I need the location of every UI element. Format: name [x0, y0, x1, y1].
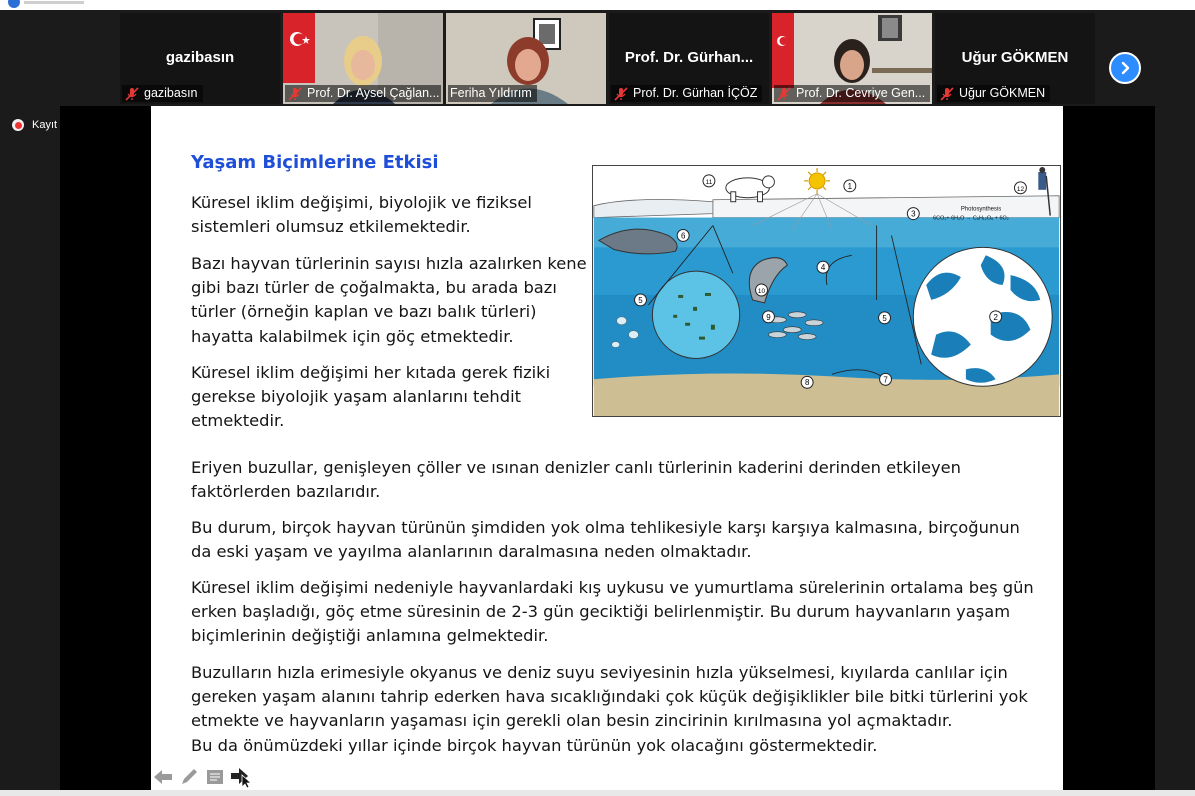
- participant-name-label: [122, 85, 203, 102]
- photosynthesis-equation: 6CO₂+ 6H₂O → C₆H₁₂O₆ + 6O₂: [933, 215, 1009, 222]
- photosynthesis-label: Photosynthesis: [960, 206, 1002, 213]
- svg-text:10: 10: [757, 287, 766, 295]
- svg-text:2: 2: [993, 312, 998, 322]
- participant-name-label: [937, 85, 1050, 102]
- next-participants-button[interactable]: [1109, 52, 1141, 84]
- mic-muted-icon: [124, 87, 140, 101]
- svg-text:4: 4: [820, 263, 826, 273]
- svg-text:6: 6: [680, 231, 686, 241]
- svg-text:5: 5: [638, 295, 643, 305]
- slide-paragraph: Bu durum, birçok hayvan türünün şimdiden yok olma tehlikesiyle karşı karşıya kalmasına, birçoğunun da eski yaşam ve yayılma alanlarının daralmasına neden olmaktadır.: [191, 518, 1020, 562]
- participant-tile-gazibasin[interactable]: [120, 13, 280, 104]
- participant-name-label: [448, 85, 537, 102]
- slide-paragraph-last-line: Bu da önümüzdeki yıllar içinde birçok hayvan türünün yok olacağını göstermektedir.: [191, 735, 878, 755]
- participant-strip: [0, 10, 1195, 106]
- mic-muted-icon: [776, 87, 792, 101]
- recording-label: Kayıt: [32, 119, 58, 131]
- ocean-ecosystem-diagram: [592, 165, 1061, 417]
- participant-label-text: Prof. Dr. Aysel Çağlan...: [307, 86, 440, 100]
- title-placeholder: [24, 1, 84, 4]
- slide-paragraph: Bazı hayvan türlerinin sayısı hızla azalırken kene gibi bazı türler de çoğalmakta, bu arada bazı türler (örneğin kaplan ve bazı balık türleri) hayatta kalabilmek için göç etmektedir.: [191, 254, 587, 346]
- svg-text:11: 11: [705, 178, 713, 186]
- presentation-slide: [151, 106, 1063, 790]
- app-icon: [8, 0, 20, 8]
- slide-paragraph: Küresel iklim değişimi nedeniyle hayvanlardaki kış uykusu ve yumurtlama sürelerinin ortalama beş gün erken başladığı, göç etme süresinin de 2-3 gün geciktiği belirlenmiştir. Bu durum hayvanların yaşam biçimlerinin değiştiği anlamına gelmektedir.: [191, 578, 1034, 646]
- participant-label-text: gazibasın: [144, 86, 198, 100]
- slide-paragraph: Küresel iklim değişimi, biyolojik ve fiziksel sistemleri olumsuz etkilemektedir.: [191, 193, 532, 237]
- pointer-icon: [230, 766, 252, 788]
- record-icon: [12, 119, 24, 131]
- svg-text:5: 5: [882, 313, 887, 323]
- svg-text:8: 8: [804, 378, 810, 388]
- pen-icon: [179, 767, 199, 787]
- slide-title: Yaşam Biçimlerine Etkisi: [191, 152, 439, 173]
- participant-tile-feriha[interactable]: [446, 13, 606, 104]
- participant-label-text: Uğur GÖKMEN: [959, 86, 1046, 100]
- svg-text:3: 3: [911, 209, 916, 219]
- notes-button[interactable]: [204, 766, 226, 788]
- slide-paragraph: Eriyen buzullar, genişleyen çöller ve ısınan denizler canlı türlerinin kaderini derinden etkileyen faktörlerden bazılarıdır.: [191, 458, 962, 502]
- arrow-left-icon: [153, 769, 173, 785]
- previous-slide-button[interactable]: [152, 766, 174, 788]
- mic-muted-icon: [287, 87, 303, 101]
- participant-tile-ugur[interactable]: [935, 13, 1095, 104]
- participant-label-text: Prof. Dr. Cevriye Gen...: [796, 86, 926, 100]
- slide-paragraph-text: Buzulların hızla erimesiyle okyanus ve deniz suyu seviyesinin hızla yükselmesi, kıyılarda canlılar için gereken yaşam alanını tahrip ederken hava sıcaklığındaki çok küçük değişiklikler bile bitki türlerini yok etmekte ve hayvanların yaşaması için gerekli olan besin zincirinin kırılmasına yol açmaktadır.: [191, 663, 1028, 731]
- mic-muted-icon: [613, 87, 629, 101]
- participant-tile-aysel[interactable]: [283, 13, 443, 104]
- participant-display-name: Uğur GÖKMEN: [961, 49, 1069, 66]
- participant-name-label: [285, 85, 441, 102]
- svg-text:12: 12: [1016, 185, 1025, 193]
- participant-name-label: [611, 85, 762, 102]
- pen-tool-button[interactable]: [178, 766, 200, 788]
- participant-display-name: Prof. Dr. Gürhan...: [624, 49, 754, 66]
- participant-label-text: Feriha Yıldırım: [450, 86, 532, 100]
- slideshow-toolbar: [152, 766, 252, 788]
- svg-text:9: 9: [766, 312, 771, 322]
- slide-paragraph: [191, 661, 1051, 758]
- top-bar: [0, 0, 1195, 10]
- participant-label-text: Prof. Dr. Gürhan İÇÖZ: [633, 86, 758, 100]
- next-slide-button[interactable]: [230, 766, 252, 788]
- slide-paragraph: Küresel iklim değişimi her kıtada gerek fiziki gerekse biyolojik yaşam alanlarını tehdit etmektedir.: [191, 363, 551, 431]
- mic-muted-icon: [939, 87, 955, 101]
- recording-indicator[interactable]: [12, 119, 57, 131]
- notes-icon: [205, 768, 225, 786]
- bottom-edge: [0, 790, 1195, 796]
- svg-text:7: 7: [883, 375, 888, 385]
- chevron-right-icon: [1118, 61, 1132, 75]
- svg-text:1: 1: [847, 181, 853, 191]
- participant-tile-gurhan[interactable]: [609, 13, 769, 104]
- participant-name-label: [774, 85, 930, 102]
- participant-tile-cevriye[interactable]: [772, 13, 932, 104]
- participant-display-name: gazibasın: [165, 49, 235, 66]
